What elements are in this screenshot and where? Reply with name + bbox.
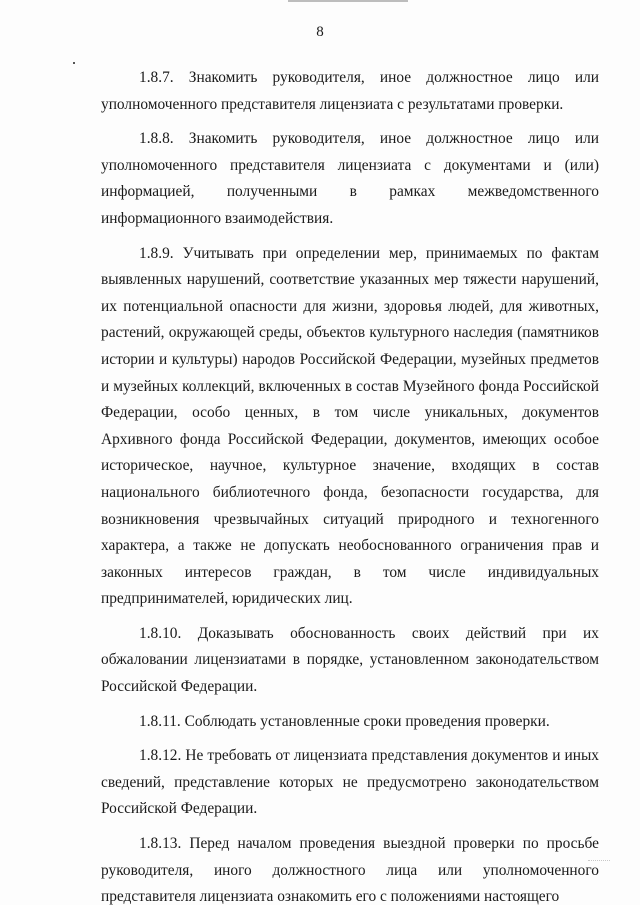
- paragraph-1-8-11: 1.8.11. Соблюдать установленные сроки проведения проверки.: [139, 712, 550, 730]
- page-number: 8: [316, 24, 324, 40]
- paragraph-1-8-7: 1.8.7. Знакомить руководителя, иное должностное лицо или уполномоченного представителя лицензиата с результатами проверки.: [101, 69, 599, 113]
- document-body: [101, 65, 599, 919]
- top-edge-rule: [288, 0, 408, 2]
- paragraph-1-8-13: 1.8.13. Перед началом проведения выездной проверки по просьбе руководителя, иного должностного лица или уполномоченного представителя лицензиата ознакомить его с положениями настоящего: [101, 835, 599, 906]
- paragraph-1-8-12: 1.8.12. Не требовать от лицензиата представления документов и иных сведений, представление которых не предусмотрено законодательством Российской Федерации.: [101, 747, 599, 818]
- scan-artifact: [588, 860, 610, 862]
- paragraph-1-8-8: 1.8.8. Знакомить руководителя, иное должностное лицо или уполномоченного представителя лицензиата с документами и (или) информацией, полученными в рамках межведомственного информационного взаимодействия.: [101, 130, 599, 227]
- paragraph-1-8-9: 1.8.9. Учитывать при определении мер, принимаемых по фактам выявленных нарушений, соответствие указанных мер тяжести нарушений, их потенциальной опасности для жизни, здоровья людей, для животных, растений, окружающей среды, объектов культурного наследия (памятников истории и культуры) народов Российской Федерации, музейных предметов и музейных коллекций, включенных в состав Музейного фонда Российской Федерации, особо ценных, в том числе уникальных, документов Архивного фонда Российской Федерации, документов, имеющих особое историческое, научное, культурное значение, входящих в состав национального библиотечного фонда, безопасности государства, для возникновения чрезвычайных ситуаций природного и техногенного характера, а также не допускать необоснованного ограничения прав и законных интересов граждан, в том числе индивидуальных предпринимателей, юридических лиц.: [101, 244, 599, 608]
- paragraph-1-8-10: 1.8.10. Доказывать обоснованность своих действий при их обжаловании лицензиатами в порядке, установленном законодательством Российской Федерации.: [101, 624, 599, 696]
- scan-speck: [73, 62, 75, 64]
